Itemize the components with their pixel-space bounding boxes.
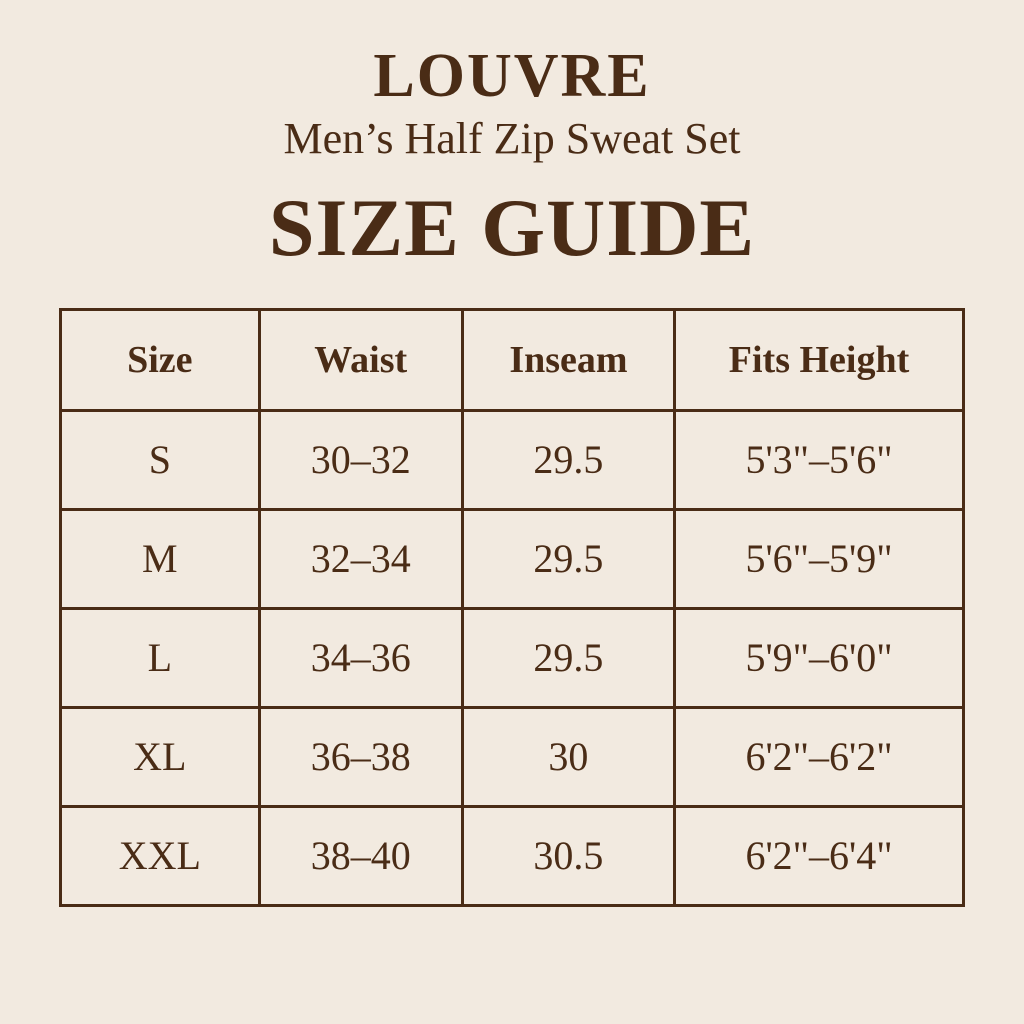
cell-inseam: 29.5 bbox=[462, 410, 674, 509]
cell-waist: 38–40 bbox=[259, 806, 462, 905]
cell-fits-height: 5'6"–5'9" bbox=[675, 509, 964, 608]
table-row bbox=[61, 806, 964, 905]
cell-waist: 36–38 bbox=[259, 707, 462, 806]
cell-inseam: 30 bbox=[462, 707, 674, 806]
table-row bbox=[61, 410, 964, 509]
cell-size: S bbox=[61, 410, 260, 509]
cell-waist: 30–32 bbox=[259, 410, 462, 509]
cell-fits-height: 6'2"–6'4" bbox=[675, 806, 964, 905]
cell-fits-height: 6'2"–6'2" bbox=[675, 707, 964, 806]
cell-size: M bbox=[61, 509, 260, 608]
column-header-fits-height: Fits Height bbox=[675, 309, 964, 410]
table-row bbox=[61, 707, 964, 806]
table-row bbox=[61, 608, 964, 707]
cell-waist: 34–36 bbox=[259, 608, 462, 707]
cell-size: XL bbox=[61, 707, 260, 806]
table-header-row bbox=[61, 309, 964, 410]
size-table-wrapper bbox=[59, 308, 965, 907]
cell-size: XXL bbox=[61, 806, 260, 905]
table-row bbox=[61, 509, 964, 608]
cell-fits-height: 5'9"–6'0" bbox=[675, 608, 964, 707]
size-table bbox=[59, 308, 965, 907]
cell-inseam: 29.5 bbox=[462, 608, 674, 707]
cell-inseam: 30.5 bbox=[462, 806, 674, 905]
page-title: SIZE GUIDE bbox=[268, 182, 756, 274]
column-header-size: Size bbox=[61, 309, 260, 410]
cell-inseam: 29.5 bbox=[462, 509, 674, 608]
product-name: Men’s Half Zip Sweat Set bbox=[283, 114, 741, 164]
cell-size: L bbox=[61, 608, 260, 707]
brand-title: LOUVRE bbox=[373, 42, 651, 110]
column-header-inseam: Inseam bbox=[462, 309, 674, 410]
column-header-waist: Waist bbox=[259, 309, 462, 410]
cell-waist: 32–34 bbox=[259, 509, 462, 608]
cell-fits-height: 5'3"–5'6" bbox=[675, 410, 964, 509]
